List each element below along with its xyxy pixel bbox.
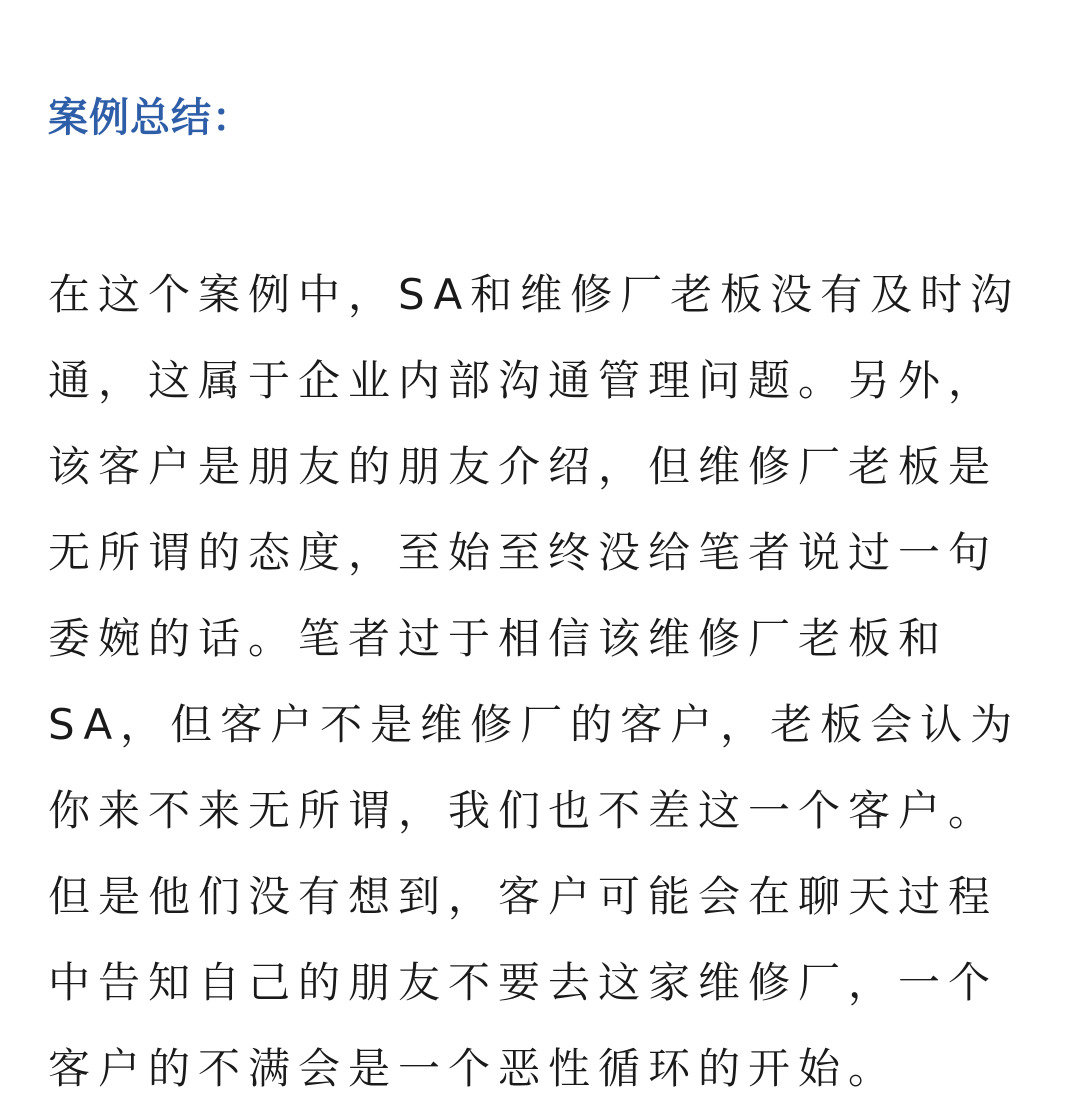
paragraph-line: 无所谓的态度，至始至终没给笔者说过一句 (48, 528, 999, 577)
paragraph-line: 委婉的话。笔者过于相信该维修厂老板和 (48, 614, 949, 663)
paragraph-line: 你来不来无所谓，我们也不差这一个客户。 (48, 786, 999, 835)
paragraph-line: 在这个案例中，SA和维修厂老板没有及时沟 (48, 270, 1021, 319)
section-heading: 案例总结： (48, 95, 253, 141)
paragraph-line: 客户的不满会是一个恶性循环的开始。 (48, 1044, 899, 1093)
paragraph-line: SA，但客户不是维修厂的客户，老板会认为 (48, 700, 1021, 749)
paragraph-line: 但是他们没有想到，客户可能会在聊天过程 (48, 872, 999, 921)
article-body (48, 252, 1038, 1112)
paragraph-line: 该客户是朋友的朋友介绍，但维修厂老板是 (48, 442, 999, 491)
paragraph-line: 通，这属于企业内部沟通管理问题。另外， (48, 356, 999, 405)
paragraph-line: 中告知自己的朋友不要去这家维修厂，一个 (48, 958, 999, 1007)
